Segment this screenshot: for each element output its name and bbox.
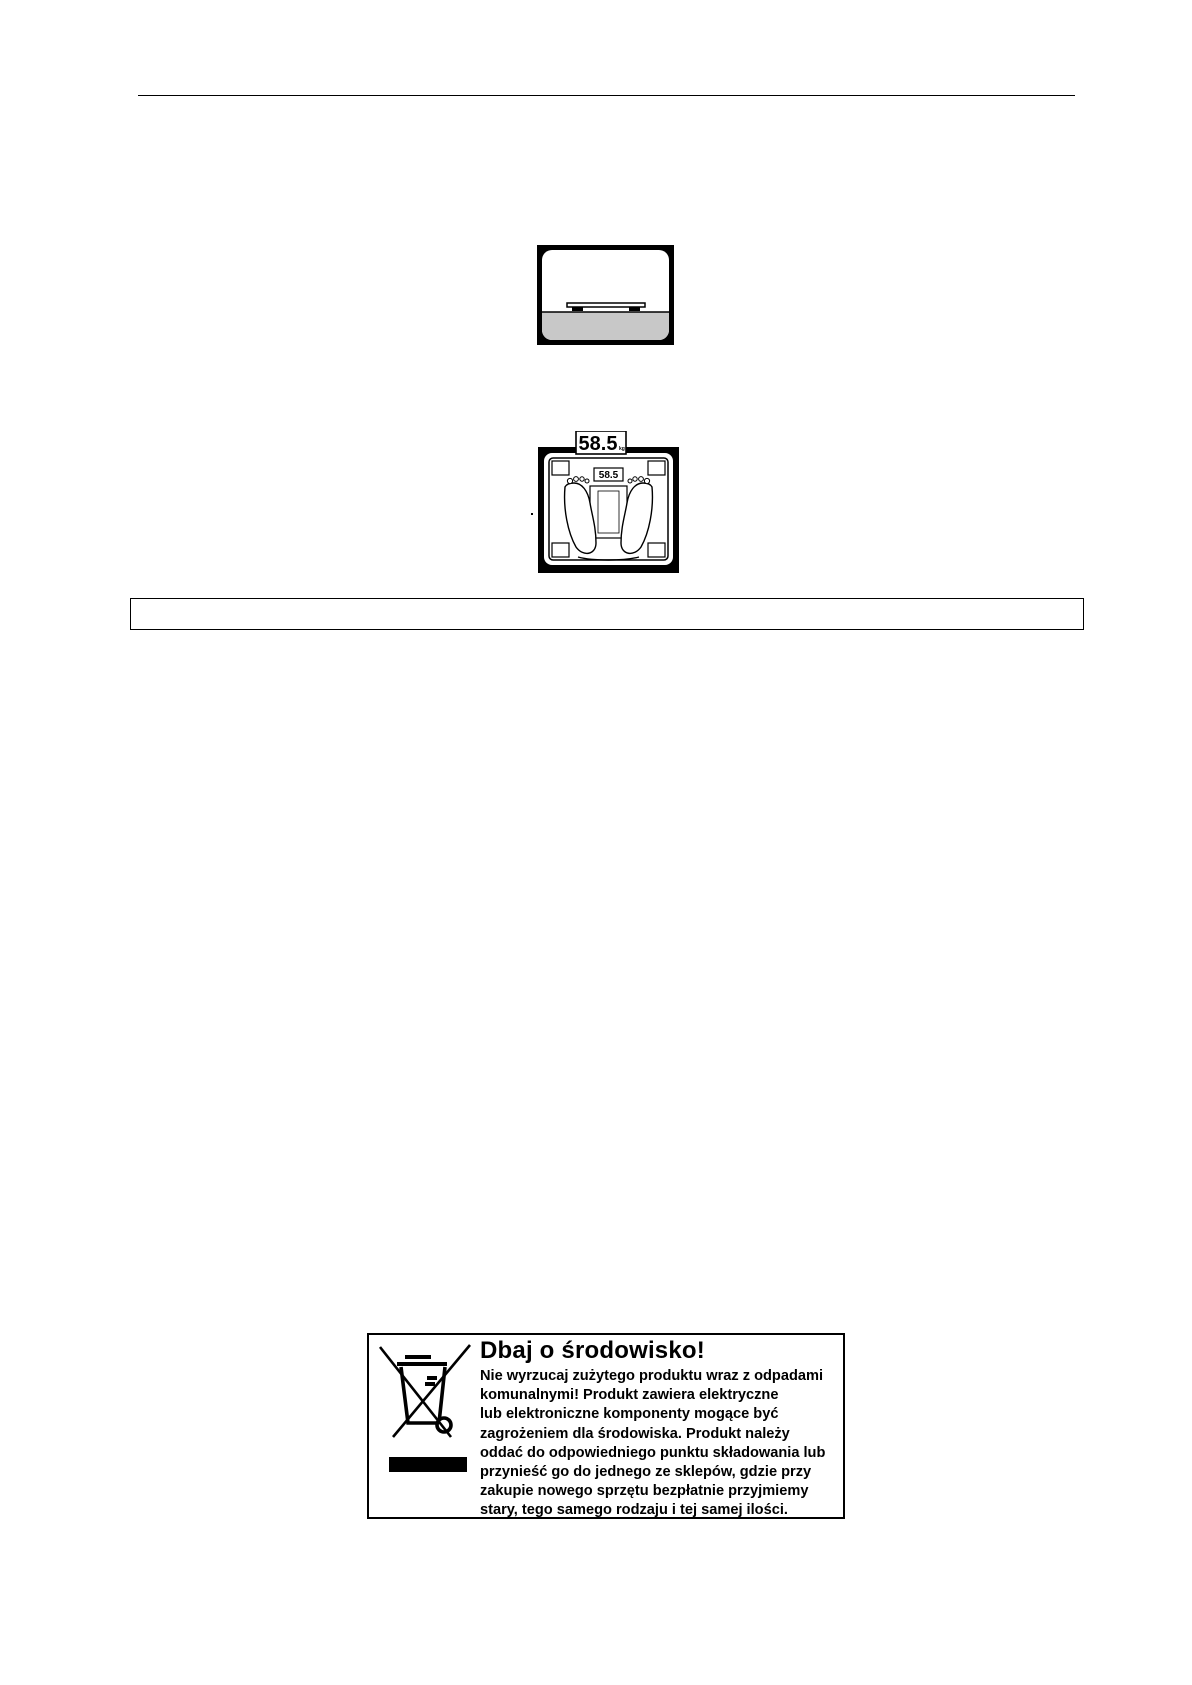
weee-line: zakupie nowego sprzętu bezpłatnie przyjmiemy bbox=[480, 1483, 809, 1500]
scale-top-view-figure bbox=[538, 431, 679, 573]
scale-side-view-figure bbox=[536, 244, 675, 346]
weee-line: zagrożeniem dla środowiska. Produkt należy bbox=[480, 1425, 790, 1442]
weee-notice-box bbox=[367, 1333, 845, 1519]
weee-title: Dbaj o środowisko! bbox=[480, 1337, 705, 1364]
scale-side-view-icon bbox=[536, 244, 675, 346]
weee-line: stary, tego samego rodzaju i tej samej ilości. bbox=[480, 1502, 788, 1519]
weee-line: oddać do odpowiedniego punktu składowania lub bbox=[480, 1444, 826, 1461]
header-rule bbox=[138, 95, 1075, 96]
weee-line: komunalnymi! Produkt zawiera elektryczne bbox=[480, 1387, 779, 1404]
large-display-reading: 58.5 bbox=[578, 433, 618, 455]
scale-feet-top-view-icon bbox=[538, 431, 679, 573]
empty-bordered-box bbox=[130, 598, 1084, 630]
svg-text:kg: kg bbox=[619, 446, 625, 452]
stray-dot bbox=[531, 513, 533, 515]
weee-line: Nie wyrzucaj zużytego produktu wraz z odpadami bbox=[480, 1368, 824, 1384]
weee-line: lub elektroniczne komponenty mogące być bbox=[480, 1406, 779, 1423]
small-display-reading: 58.5 bbox=[598, 470, 619, 481]
crossed-bin-icon bbox=[377, 1341, 473, 1473]
weee-body bbox=[480, 1367, 842, 1521]
weee-line: przynieść go do jednego ze sklepów, gdzie przy bbox=[480, 1464, 812, 1481]
